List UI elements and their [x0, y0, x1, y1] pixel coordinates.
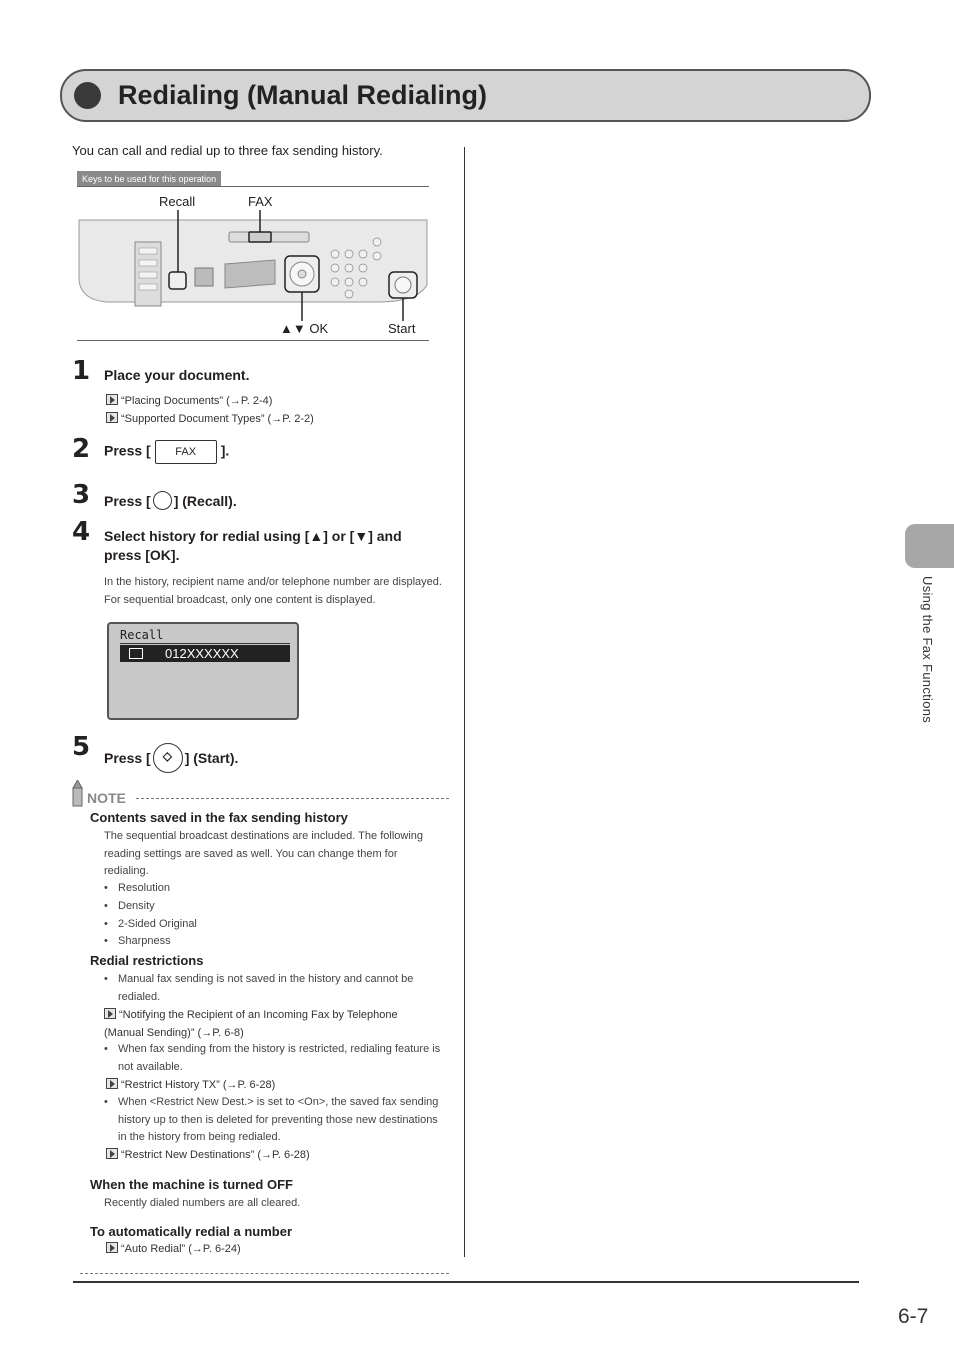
list-item: • Density	[104, 900, 155, 912]
step-5-number: 5	[72, 732, 91, 762]
note-text: Recently dialed numbers are all cleared.	[104, 1197, 301, 1209]
step-4-description: In the history, recipient name and/or telephone number are displayed. For sequential broadcast, only one content is displayed.	[104, 576, 442, 606]
reference-arrow-icon	[106, 394, 118, 405]
ref-link[interactable]: “Notifying the Recipient of an Incoming Fax by Telephone (Manual Sending)” (→P. 6-8)	[104, 1009, 398, 1039]
ref-link[interactable]: “Placing Documents” (→P. 2-4)	[106, 394, 272, 407]
fax-machine-icon	[129, 648, 143, 659]
step-4-text-line1: Select history for redial using [▲] or [▼] and	[104, 528, 402, 544]
lcd-selected-row	[120, 645, 290, 662]
lcd-display	[107, 622, 299, 720]
column-divider	[464, 147, 465, 1257]
note-heading: When the machine is turned OFF	[90, 1177, 293, 1192]
note-end-divider	[80, 1273, 449, 1274]
keys-divider-bottom	[77, 340, 429, 341]
note-text: The sequential broadcast destinations are included. The following reading settings are saved as well. You can change them for redialing.	[104, 830, 423, 877]
footer-rule	[73, 1281, 859, 1283]
start-key-icon	[153, 743, 183, 773]
reference-arrow-icon	[106, 1242, 118, 1253]
step-2-text: Press [ FAX ].	[104, 440, 229, 464]
step-3-text: Press [ ] (Recall).	[104, 493, 237, 509]
pencil-icon	[71, 780, 84, 808]
lcd-divider	[120, 643, 290, 644]
reference-arrow-icon	[106, 412, 118, 423]
reference-arrow-icon	[106, 1148, 118, 1159]
ref-link[interactable]: “Supported Document Types” (→P. 2-2)	[106, 412, 314, 425]
operation-panel-image	[77, 190, 429, 338]
note-heading: To automatically redial a number	[90, 1224, 293, 1239]
ref-link[interactable]: “Restrict History TX” (→P. 6-28)	[106, 1078, 275, 1091]
step-2-number: 2	[72, 434, 91, 464]
lcd-entry: 012XXXXXX	[165, 646, 239, 661]
title-bar	[60, 69, 871, 122]
list-item: • When <Restrict New Dest.> is set to <On>, the saved fax sending history up to then is deleted for preventing those new destinations in the history from being redialed.	[104, 1096, 439, 1143]
keys-label: Keys to be used for this operation	[77, 171, 221, 187]
list-item: • Sharpness	[104, 935, 171, 947]
page-title: Redialing (Manual Redialing)	[118, 80, 488, 110]
ref-link[interactable]: “Auto Redial” (→P. 6-24)	[106, 1242, 241, 1255]
intro-text: You can call and redial up to three fax sending history.	[72, 143, 383, 158]
start-callout: Start	[388, 321, 416, 336]
step-3-number: 3	[72, 480, 91, 510]
chapter-tab[interactable]	[905, 524, 954, 568]
note-divider	[136, 798, 449, 799]
note-heading: Redial restrictions	[90, 953, 204, 968]
ref-link[interactable]: “Restrict New Destinations” (→P. 6-28)	[106, 1148, 310, 1161]
step-5-text: Press [◇ ] (Start).	[104, 743, 238, 773]
page-number: 6-7	[898, 1305, 929, 1328]
list-item: • When fax sending from the history is restricted, redialing feature is not available.	[104, 1043, 441, 1073]
chapter-tab-label: Using the Fax Functions	[920, 576, 935, 724]
fax-key-icon: FAX	[155, 440, 217, 464]
list-item: • Manual fax sending is not saved in the history and cannot be redialed.	[104, 973, 414, 1003]
title-bullet-icon	[74, 82, 101, 109]
step-4-number: 4	[72, 517, 91, 547]
recall-callout: Recall	[159, 194, 196, 209]
note-label: NOTE	[87, 790, 126, 806]
reference-arrow-icon	[106, 1078, 118, 1089]
fax-callout: FAX	[248, 194, 273, 209]
step-1-number: 1	[72, 356, 91, 386]
list-item: • 2-Sided Original	[104, 918, 197, 930]
ok-callout: ▲▼ OK	[280, 321, 329, 336]
lcd-title: Recall	[120, 628, 164, 642]
list-item: • Resolution	[104, 882, 170, 894]
recall-key-icon	[153, 491, 172, 510]
step-4-text-line2: press [OK].	[104, 547, 180, 563]
note-heading: Contents saved in the fax sending history	[90, 810, 348, 825]
step-1-text: Place your document.	[104, 367, 250, 383]
reference-arrow-icon	[104, 1008, 116, 1019]
keys-divider-top	[77, 186, 429, 187]
